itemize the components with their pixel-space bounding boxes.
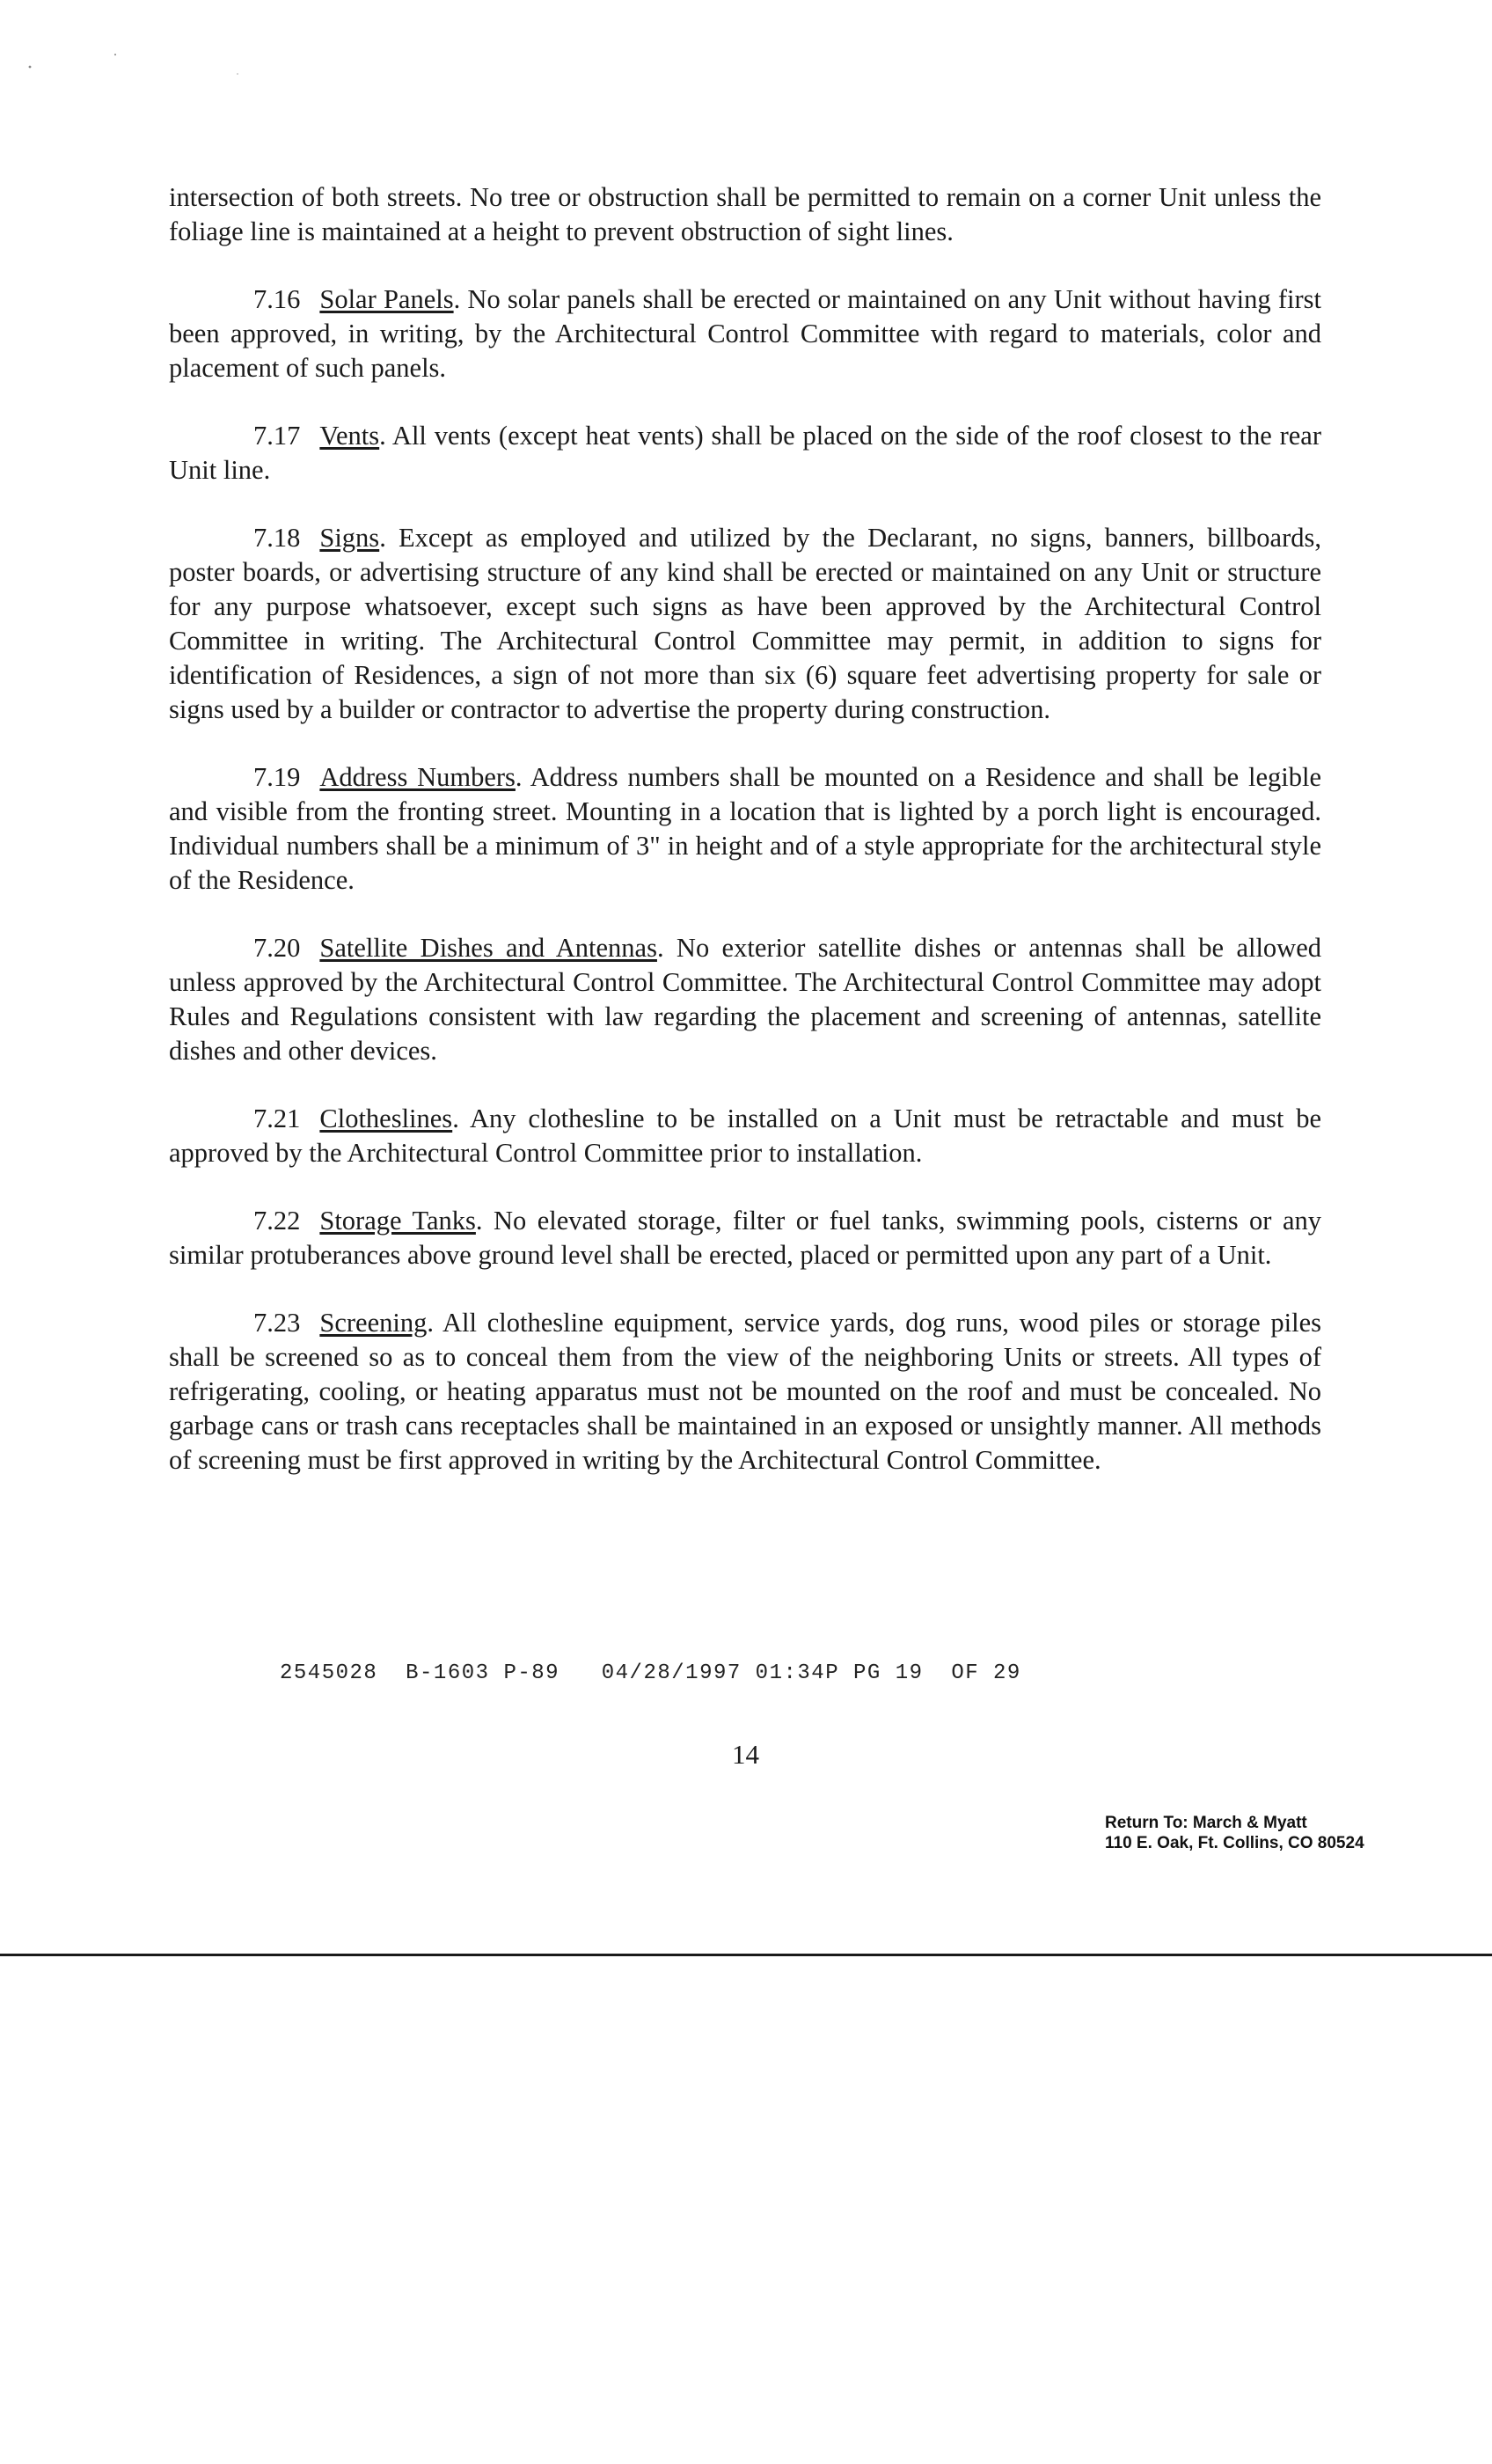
section-7-21 [169,1102,1321,1170]
section-title: Signs [319,523,380,553]
section-7-16 [169,282,1321,385]
section-text: . Any clothesline to be installed on a Unit must be retractable and must be approved by the Architectural Control Committee prior to installation. [169,1104,1321,1168]
section-title: Solar Panels [319,284,454,314]
section-7-19 [169,760,1321,898]
return-to-line: Return To: March & Myatt [1105,1814,1307,1832]
section-number: 7.16 [253,284,301,314]
section-number: 7.21 [253,1104,301,1133]
section-7-17 [169,419,1321,488]
section-title: Address Numbers [319,762,516,792]
section-text: . No exterior satellite dishes or antennas shall be allowed unless approved by the Architectural Control Committee. The Architectural Control Committee may adopt Rules and Regulations consistent with law regarding the placement and screening of antennas, satellite dishes and other devices. [169,933,1321,1066]
section-title: Storage Tanks [319,1206,476,1236]
section-7-18 [169,521,1321,727]
section-number: 7.19 [253,762,301,792]
recording-stamp: 2545028 B-1603 P-89 04/28/1997 01:34P PG 19 OF 29 [280,1661,1021,1685]
section-title: Vents [319,421,380,451]
scan-specks [0,0,264,106]
section-number: 7.17 [253,421,301,451]
section-number: 7.22 [253,1206,301,1236]
section-title: Screening [319,1308,428,1338]
body-text [169,180,1321,1511]
section-title: Satellite Dishes and Antennas [319,933,657,963]
section-text: . All clothesline equipment, service yards, dog runs, wood piles or storage piles shall be screened so as to conceal them from the view of the neighboring Units or streets. All types of refrigerating, cooling, or heating apparatus must not be mounted on the roof and must be concealed. No garbage cans or trash cans receptacles shall be maintained in an exposed or unsightly manner. All methods of screening must be first approved in writing by the Architectural Control Committee. [169,1308,1321,1475]
section-number: 7.18 [253,523,301,553]
section-text: . No elevated storage, filter or fuel tanks, swimming pools, cisterns or any similar protuberances above ground level shall be erected, placed or permitted upon any part of a Unit. [169,1206,1321,1270]
section-7-20 [169,931,1321,1068]
page-number: 14 [732,1739,759,1770]
return-to-block [1105,1813,1364,1853]
continuation-paragraph [169,180,1321,249]
section-number: 7.23 [253,1308,301,1338]
section-text: . No solar panels shall be erected or maintained on any Unit without having first been approved, in writing, by the Architectural Control Committee with regard to materials, color and placement of such panels. [169,284,1321,383]
section-7-23 [169,1306,1321,1478]
section-7-22 [169,1204,1321,1272]
section-text: . Except as employed and utilized by the Declarant, no signs, banners, billboards, poster boards, or advertising structure of any kind shall be erected or maintained on any Unit or structure for any purpose whatsoever, except such signs as have been approved by the Architectural Control Committee in writing. The Architectural Control Committee may permit, in addition to signs for identification of Residences, a sign of not more than six (6) square feet advertising property for sale or signs used by a builder or contractor to advertise the property during construction. [169,523,1321,724]
section-title: Clotheslines [319,1104,453,1133]
section-text: . Address numbers shall be mounted on a Residence and shall be legible and visible from the fronting street. Mounting in a location that is lighted by a porch light is encouraged. Individual numbers shall be a minimum of 3" in height and of a style appropriate for the architectural style of the Residence. [169,762,1321,895]
return-address-line: 110 E. Oak, Ft. Collins, CO 80524 [1105,1834,1364,1852]
horizontal-rule [0,1954,1492,1956]
continuation-text: intersection of both streets. No tree or obstruction shall be permitted to remain on a corner Unit unless the foliage line is maintained at a height to prevent obstruction of sight lines. [169,182,1321,246]
section-number: 7.20 [253,933,301,963]
section-text: . All vents (except heat vents) shall be placed on the side of the roof closest to the rear Unit line. [169,421,1321,485]
